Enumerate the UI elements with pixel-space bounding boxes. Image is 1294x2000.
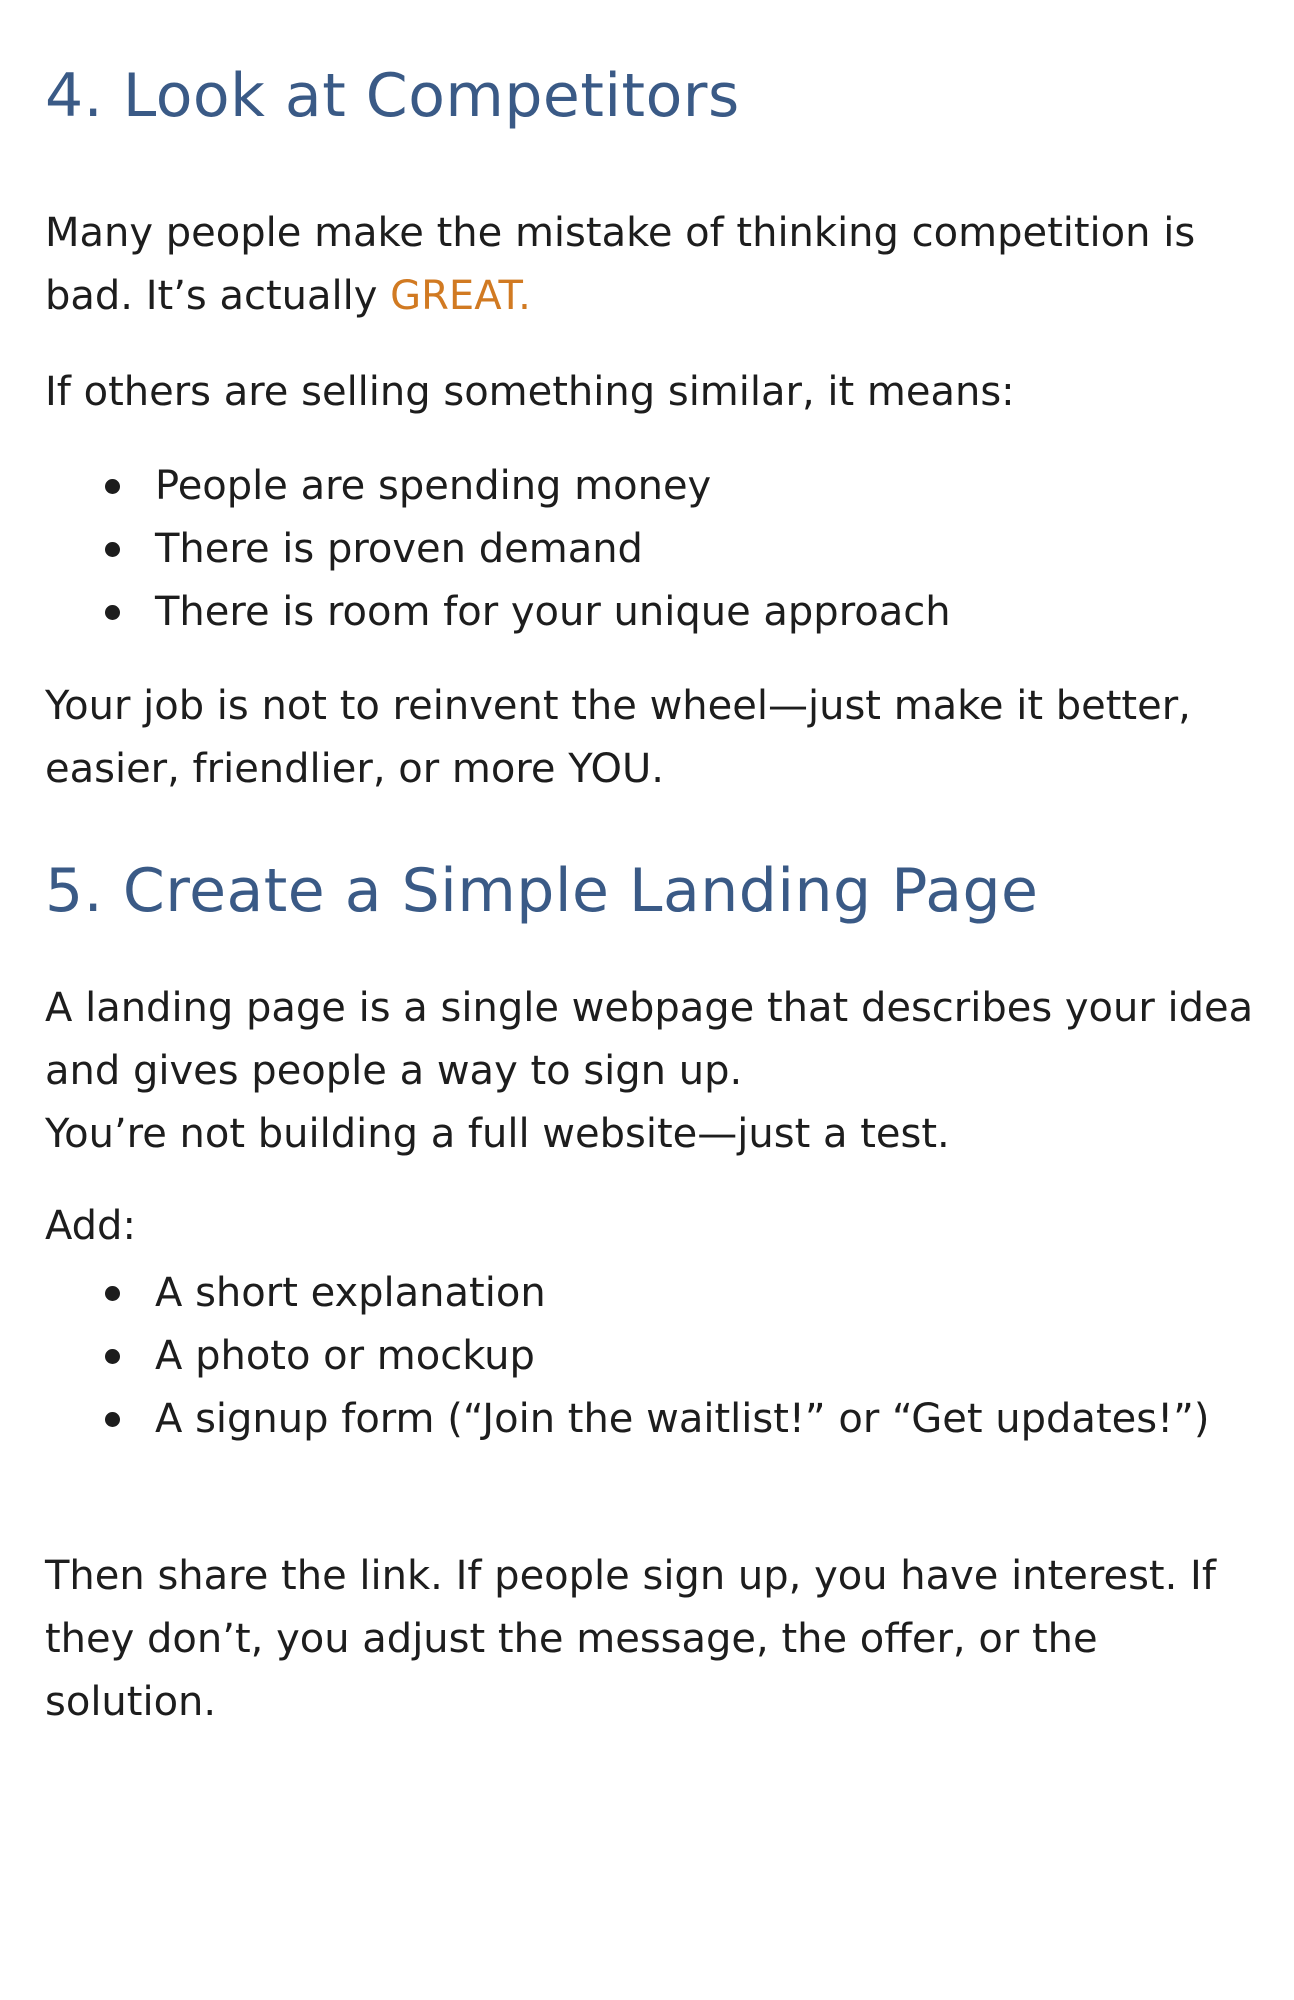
- bullet-icon: [105, 1286, 120, 1301]
- section-4-heading: 4. Look at Competitors: [45, 61, 740, 131]
- competition-benefits-list: [45, 455, 1294, 644]
- list-item-text: There is room for your unique approach: [155, 589, 951, 635]
- landing-page-definition: A landing page is a single webpage that describes your idea and gives people a way to sign up.: [45, 985, 1254, 1094]
- landing-page-elements-list: [45, 1262, 1235, 1451]
- list-item-text: People are spending money: [155, 463, 712, 509]
- competition-intro-paragraph: [45, 202, 1265, 328]
- reinvent-wheel-paragraph: Your job is not to reinvent the wheel—just make it better, easier, friendlier, or more YOU.: [45, 683, 1191, 792]
- list-item-text: There is proven demand: [155, 526, 643, 572]
- list-item: [155, 455, 1294, 518]
- great-highlight: GREAT.: [390, 273, 531, 319]
- section-5-heading: 5. Create a Simple Landing Page: [45, 856, 1039, 926]
- similar-selling-paragraph: If others are selling something similar, it means:: [45, 369, 1015, 415]
- add-label: Add:: [45, 1203, 136, 1249]
- competition-intro-text: Many people make the mistake of thinking competition is bad. It’s actually: [45, 210, 1196, 319]
- list-item: [155, 1325, 1235, 1388]
- bullet-icon: [105, 542, 120, 557]
- landing-page-test-note: You’re not building a full website—just a test.: [45, 1111, 950, 1157]
- bullet-icon: [105, 479, 120, 494]
- list-item: [155, 581, 1294, 644]
- list-item-text: A photo or mockup: [155, 1333, 535, 1379]
- bullet-icon: [105, 1349, 120, 1364]
- list-item: [155, 1262, 1235, 1325]
- list-item-text: A signup form (“Join the waitlist!” or “Get updates!”): [155, 1396, 1210, 1442]
- bullet-icon: [105, 1412, 120, 1427]
- landing-page-description: [45, 977, 1275, 1166]
- bullet-icon: [105, 605, 120, 620]
- share-link-paragraph: Then share the link. If people sign up, you have interest. If they don’t, you adjust the message, the offer, or the solution.: [45, 1553, 1216, 1725]
- list-item-text: A short explanation: [155, 1270, 546, 1316]
- list-item: [155, 1388, 1235, 1451]
- list-item: [155, 518, 1294, 581]
